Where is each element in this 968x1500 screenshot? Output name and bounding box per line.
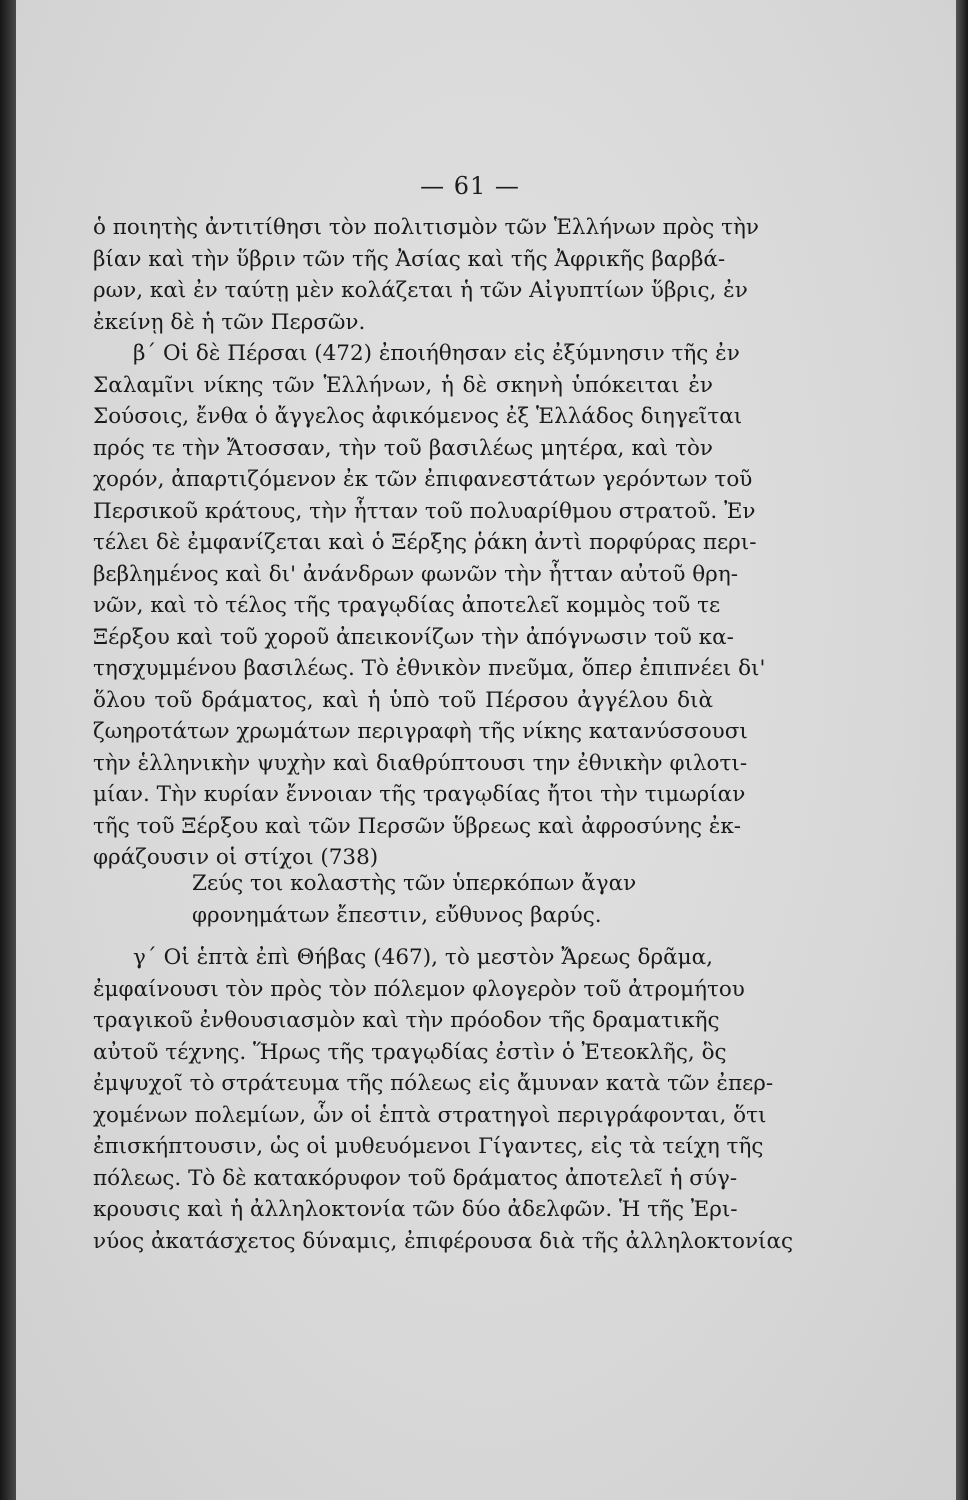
text-line: ἐπισκήπτουσιν, ὡς οἱ μυθευόμενοι Γίγαντες, εἰς τὰ τείχη τῆς [93,1134,764,1159]
text-line: βίαν καὶ τὴν ὕβριν τῶν τῆς Ἀσίας καὶ τῆς Ἀφρικῆς βαρβά- [93,246,726,272]
text-line: τησχυμμένου βασιλέως. Τὸ ἐθνικὸν πνεῦμα, ὅπερ ἐπιπνέει δι' [93,656,766,681]
text-line: τραγικοῦ ἐνθουσιασμὸν καὶ τὴν πρόοδον τῆς δραματικῆς [93,1008,720,1033]
text-line: γ΄ Οἱ ἑπτὰ ἐπὶ Θήβας (467), τὸ μεστὸν Ἄρεως δρᾶμα, [133,945,713,970]
text-line: νύος ἀκατάσχετος δύναμις, ἐπιφέρουσα διὰ τῆς ἀλληλοκτονίας [93,1228,794,1254]
text-line: β΄ Οἱ δὲ Πέρσαι (472) ἐποιήθησαν εἰς ἐξύμνησιν τῆς ἐν [133,341,740,366]
text-line: Σαλαμῖνι νίκης τῶν Ἑλλήνων, ἡ δὲ σκηνὴ ὑπόκειται ἐν [93,372,713,398]
text-line: ὁ ποιητὴς ἀντιτίθησι τὸν πολιτισμὸν τῶν Ἑλλήνων πρὸς τὴν [93,215,760,240]
text-line: μίαν. Τὴν κυρίαν ἔννοιαν τῆς τραγῳδίας ἤτοι τὴν τιμωρίαν [93,782,746,807]
text-line: βεβλημένος καὶ δι' ἀνάνδρων φωνῶν τὴν ἧτταν αὐτοῦ θρη- [93,561,738,587]
text-line: κρουσις καὶ ἡ ἀλληλοκτονία τῶν δύο ἀδελφῶν. Ἡ τῆς Ἐρι- [93,1197,738,1222]
text-line: ἐμφαίνουσι τὸν πρὸς τὸν πόλεμον φλογερὸν τοῦ ἀτρομήτου [93,976,745,1002]
paragraph-persians [93,212,766,874]
verse-line: Ζεύς τοι κολαστὴς τῶν ὑπερκόπων ἄγαν [192,871,637,896]
text-line: πόλεως. Τὸ δὲ κατακόρυφον τοῦ δράματος ἀποτελεῖ ἡ σύγ- [93,1165,738,1191]
paragraph-seven-against-thebes [93,942,794,1257]
text-line: Σούσοις, ἔνθα ὁ ἄγγελος ἀφικόμενος ἐξ Ἑλλάδος διηγεῖται [93,404,743,429]
text-line: τέλει δὲ ἐμφανίζεται καὶ ὁ Ξέρξης ῥάκη ἀντὶ πορφύρας περι- [93,530,757,555]
text-line: τῆς τοῦ Ξέρξου καὶ τῶν Περσῶν ὕβρεως καὶ ἀφροσύνης ἐκ- [93,813,742,839]
text-line: ἐκείνῃ δὲ ἡ τῶν Περσῶν. [93,309,366,335]
verse-line: φρονημάτων ἔπεστιν, εὔθυνος βαρύς. [192,902,602,928]
text-line: ζωηροτάτων χρωμάτων περιγραφὴ τῆς νίκης κατανύσσουσι [93,719,748,744]
scan-shadow-right [956,0,968,1500]
text-line: χορόν, ἀπαρτιζόμενον ἐκ τῶν ἐπιφανεστάτων γερόντων τοῦ [93,467,753,492]
text-line: τὴν ἑλληνικὴν ψυχὴν καὶ διαθρύπτουσι την ἐθνικὴν φιλοτι- [93,750,748,776]
text-line: φράζουσιν οἱ στίχοι (738) [93,845,379,870]
text-line: πρός τε τὴν Ἄτοσσαν, τὴν τοῦ βασιλέως μητέρα, καὶ τὸν [93,435,713,461]
text-line: ρων, καὶ ἐν ταύτῃ μὲν κολάζεται ἡ τῶν Αἰγυπτίων ὕβρις, ἐν [93,278,748,303]
page-number: — 61 — [420,172,520,200]
text-line: χομένων πολεμίων, ὧν οἱ ἑπτὰ στρατηγοὶ περιγράφονται, ὅτι [93,1102,767,1128]
text-line: Ξέρξου καὶ τοῦ χοροῦ ἀπεικονίζων τὴν ἀπόγνωσιν τοῦ κα- [93,624,734,650]
scan-shadow-left [0,0,16,1500]
text-line: ἐμψυχοῖ τὸ στράτευμα τῆς πόλεως εἰς ἄμυναν κατὰ τῶν ἐπερ- [93,1071,774,1096]
verse-quotation [192,868,712,931]
text-line: ὅλου τοῦ δράματος, καὶ ἡ ὑπὸ τοῦ Πέρσου ἀγγέλου διὰ [93,687,713,713]
text-line: Περσικοῦ κράτους, τὴν ἧτταν τοῦ πολυαρίθμου στρατοῦ. Ἐν [93,498,756,524]
text-line: αὐτοῦ τέχνης. Ἥρως τῆς τραγῳδίας ἐστὶν ὁ Ἐτεοκλῆς, ὃς [93,1039,727,1065]
text-line: νῶν, καὶ τὸ τέλος τῆς τραγῳδίας ἀποτελεῖ κομμὸς τοῦ τε [93,593,721,618]
